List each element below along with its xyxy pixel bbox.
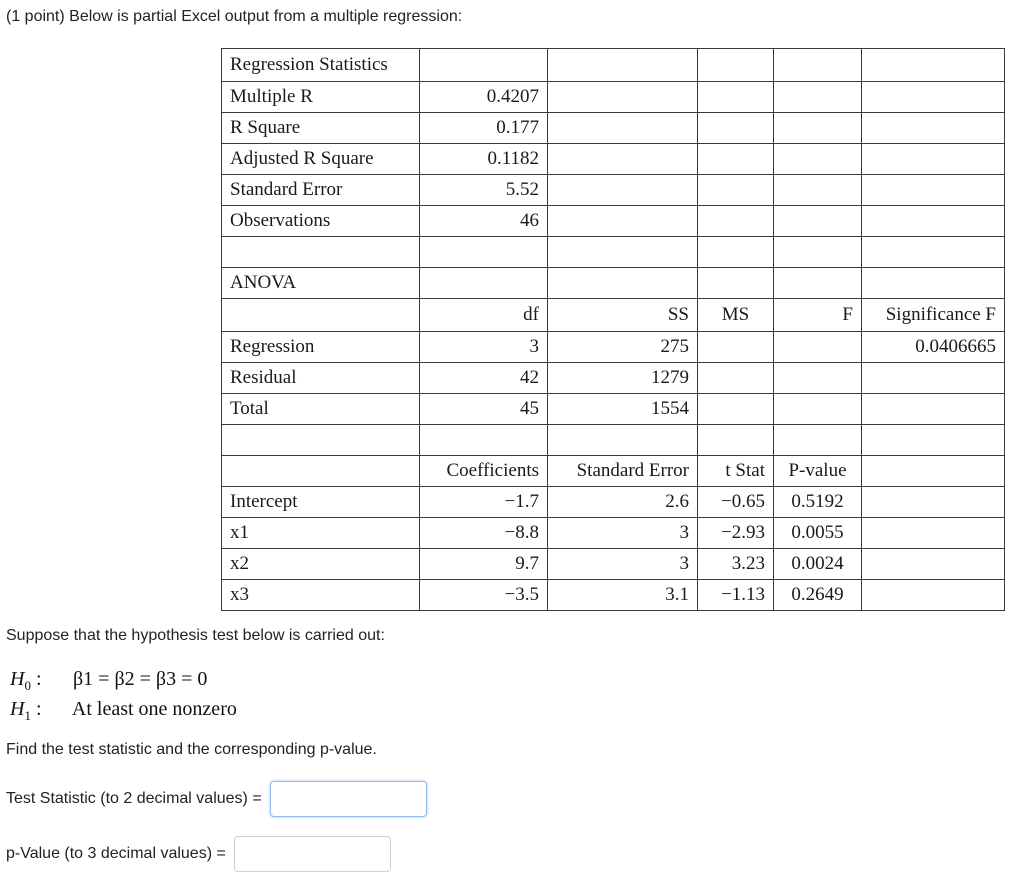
anova-ss: 275 [548, 332, 698, 363]
anova-ms [698, 363, 774, 394]
p-value-input[interactable] [234, 836, 391, 872]
reg-stat-label: Standard Error [222, 175, 420, 206]
anova-header-df: df [420, 299, 548, 332]
coef-header-p-value: P-value [774, 456, 862, 487]
empty-row [222, 237, 1005, 268]
anova-significance-f [862, 363, 1005, 394]
question-suppose: Suppose that the hypothesis test below is carried out: [6, 627, 385, 644]
coef-p-value: 0.5192 [774, 487, 862, 518]
null-hypothesis-statement: β1 = β2 = β3 = 0 [73, 668, 208, 690]
reg-stats-row [222, 206, 1005, 237]
coef-standard-error: 3 [548, 549, 698, 580]
excel-output-table [221, 48, 1005, 611]
null-hypothesis-symbol: $H_0$ : [10, 668, 42, 693]
coef-standard-error: 2.6 [548, 487, 698, 518]
coef-header-coefficients: Coefficients [420, 456, 548, 487]
reg-stat-value: 0.1182 [420, 144, 548, 175]
reg-stats-row [222, 113, 1005, 144]
anova-row [222, 332, 1005, 363]
anova-df: 42 [420, 363, 548, 394]
reg-stats-row [222, 82, 1005, 113]
anova-ms [698, 332, 774, 363]
empty-row [222, 425, 1005, 456]
reg-stats-row [222, 144, 1005, 175]
anova-ss: 1279 [548, 363, 698, 394]
p-value-label: p-Value (to 3 decimal values) = [6, 845, 226, 862]
anova-f [774, 394, 862, 425]
anova-header-ss: SS [548, 299, 698, 332]
alternative-hypothesis [10, 697, 237, 728]
coef-t-stat: 3.23 [698, 549, 774, 580]
coef-p-value: 0.2649 [774, 580, 862, 611]
coef-t-stat: −2.93 [698, 518, 774, 549]
reg-stat-label: Adjusted R Square [222, 144, 420, 175]
coef-row [222, 518, 1005, 549]
anova-df: 45 [420, 394, 548, 425]
anova-header-ms: MS [698, 299, 774, 332]
anova-df: 3 [420, 332, 548, 363]
coef-header-t-stat: t Stat [698, 456, 774, 487]
anova-row-label: Residual [222, 363, 420, 394]
anova-row [222, 394, 1005, 425]
anova-row-label: Regression [222, 332, 420, 363]
reg-stat-label: R Square [222, 113, 420, 144]
question-header: (1 point) Below is partial Excel output from a multiple regression: [6, 8, 463, 25]
coef-header-row [222, 456, 1005, 487]
coef-row-label: x1 [222, 518, 420, 549]
alternative-hypothesis-statement: At least one nonzero [71, 698, 237, 720]
alternative-hypothesis-symbol: $H_1$ : [10, 698, 42, 723]
anova-header-significance-f: Significance F [862, 299, 1005, 332]
coef-header-standard-error: Standard Error [548, 456, 698, 487]
anova-header-f: F [774, 299, 862, 332]
reg-stats-title-row [222, 49, 1005, 82]
coef-p-value: 0.0055 [774, 518, 862, 549]
reg-stat-value: 0.4207 [420, 82, 548, 113]
anova-f [774, 332, 862, 363]
coef-p-value: 0.0024 [774, 549, 862, 580]
coef-value: 9.7 [420, 549, 548, 580]
anova-row-label: Total [222, 394, 420, 425]
anova-significance-f: 0.0406665 [862, 332, 1005, 363]
coef-row-label: Intercept [222, 487, 420, 518]
test-statistic-row [6, 781, 427, 817]
anova-ms [698, 394, 774, 425]
anova-title-row [222, 268, 1005, 299]
anova-ss: 1554 [548, 394, 698, 425]
reg-stats-title: Regression Statistics [222, 49, 420, 82]
reg-stats-row [222, 175, 1005, 206]
coef-row [222, 580, 1005, 611]
anova-row [222, 363, 1005, 394]
anova-significance-f [862, 394, 1005, 425]
coef-t-stat: −1.13 [698, 580, 774, 611]
reg-stat-label: Observations [222, 206, 420, 237]
coef-row-label: x3 [222, 580, 420, 611]
coef-t-stat: −0.65 [698, 487, 774, 518]
anova-f [774, 363, 862, 394]
test-statistic-label: Test Statistic (to 2 decimal values) = [6, 790, 262, 807]
test-statistic-input[interactable] [270, 781, 427, 817]
null-hypothesis [10, 667, 207, 698]
p-value-row [6, 836, 391, 872]
question-find: Find the test statistic and the corresponding p-value. [6, 741, 377, 758]
anova-title: ANOVA [222, 268, 420, 299]
reg-stat-label: Multiple R [222, 82, 420, 113]
coef-standard-error: 3 [548, 518, 698, 549]
reg-stat-value: 0.177 [420, 113, 548, 144]
reg-stat-value: 46 [420, 206, 548, 237]
reg-stat-value: 5.52 [420, 175, 548, 206]
coef-row [222, 549, 1005, 580]
coef-row [222, 487, 1005, 518]
coef-value: −8.8 [420, 518, 548, 549]
coef-row-label: x2 [222, 549, 420, 580]
coef-standard-error: 3.1 [548, 580, 698, 611]
coef-value: −3.5 [420, 580, 548, 611]
anova-header-row [222, 299, 1005, 332]
coef-value: −1.7 [420, 487, 548, 518]
